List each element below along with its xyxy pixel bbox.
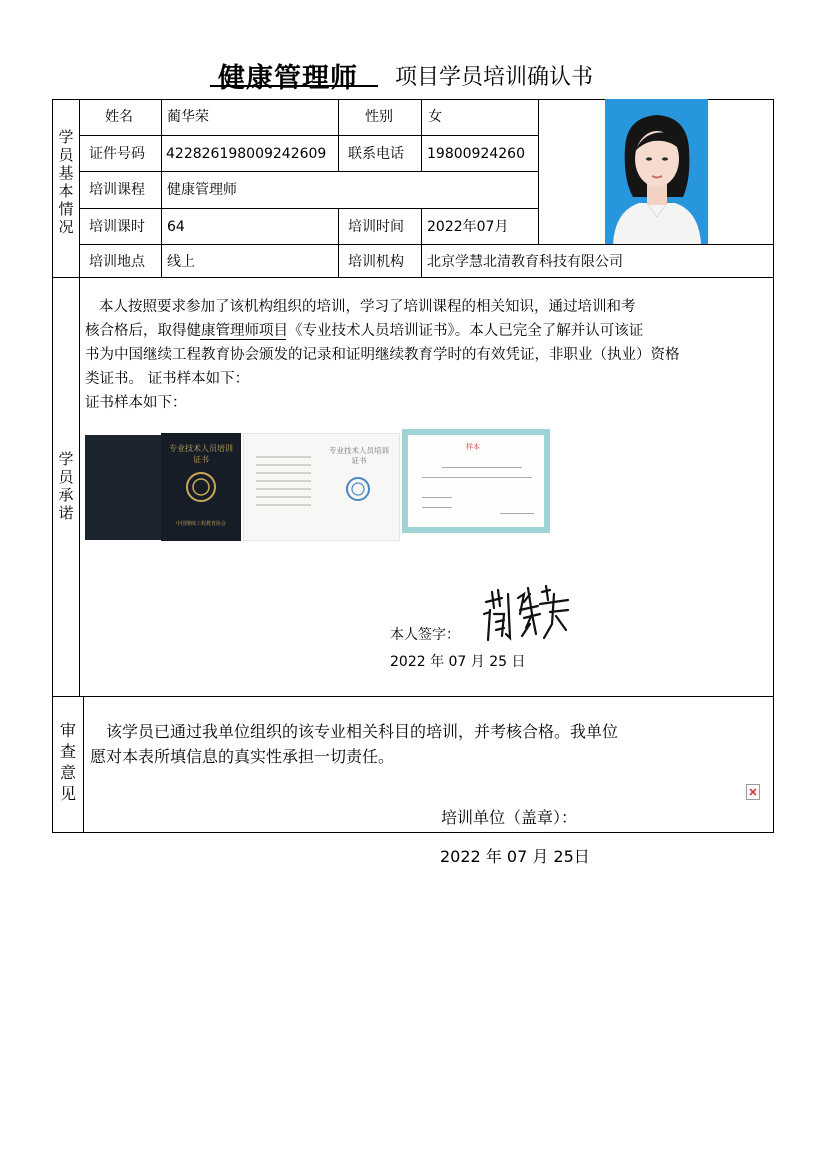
column-divider bbox=[338, 208, 339, 278]
place-value: 线上 bbox=[167, 254, 195, 270]
signature-label: 本人签字： bbox=[390, 627, 460, 643]
row-divider bbox=[80, 244, 774, 245]
promise-line-3: 书为中国继续工程教育协会颁发的记录和证明继续教育学时的有效凭证，非职业（执业）资格 bbox=[85, 347, 680, 363]
label-column-divider bbox=[79, 99, 80, 696]
section-label-basic: 学员基本情况 bbox=[58, 128, 74, 236]
id-label: 证件号码 bbox=[89, 146, 145, 162]
promise-line-4: 类证书。 证书样本如下： bbox=[85, 371, 250, 387]
cert-back-image bbox=[402, 429, 550, 533]
table-border-right bbox=[773, 99, 774, 833]
review-line-2: 愿对本表所填信息的真实性承担一切责任。 bbox=[90, 747, 395, 766]
column-divider bbox=[161, 99, 162, 278]
signature-date: 2022 年 07 月 25 日 bbox=[390, 654, 526, 670]
promise-line-1: 本人按照要求参加了该机构组织的培训，学习了培训课程的相关知识，通过培训和考 bbox=[99, 299, 636, 315]
review-line-1: 该学员已通过我单位组织的该专业相关科目的培训，并考核合格。我单位 bbox=[106, 722, 619, 741]
cert-back-line bbox=[422, 507, 452, 508]
promise-line-2: 核合格后，取得健康管理师项目《专业技术人员培训证书》。本人已完全了解并认可该证 bbox=[85, 323, 644, 339]
course-underline bbox=[200, 339, 286, 340]
handwritten-signature bbox=[480, 584, 572, 642]
cert-back-tag: 样本 bbox=[466, 443, 480, 451]
column-divider bbox=[421, 99, 422, 172]
student-photo bbox=[605, 99, 708, 244]
cert-back-line bbox=[422, 497, 452, 498]
row-divider bbox=[80, 208, 539, 209]
stamp-label: 培训单位（盖章）： bbox=[441, 808, 578, 827]
time-value: 2022年07月 bbox=[427, 219, 509, 235]
course-label: 培训课程 bbox=[89, 182, 145, 198]
time-label: 培训时间 bbox=[348, 219, 404, 235]
column-divider bbox=[421, 208, 422, 278]
cert-back-line bbox=[500, 513, 534, 514]
broken-image-icon bbox=[746, 784, 760, 800]
gender-value: 女 bbox=[428, 109, 442, 125]
cert-emblem-icon bbox=[185, 471, 217, 503]
hours-label: 培训课时 bbox=[89, 219, 145, 235]
review-date: 2022 年 07 月 25日 bbox=[440, 847, 590, 866]
table-border-left bbox=[52, 99, 53, 833]
phone-label: 联系电话 bbox=[348, 146, 404, 162]
row-divider bbox=[80, 135, 539, 136]
cert-back-line bbox=[442, 467, 522, 468]
gender-label: 性别 bbox=[365, 109, 393, 125]
section-divider bbox=[52, 696, 774, 697]
name-value: 蔺华荣 bbox=[167, 109, 209, 125]
cert-cover-image bbox=[161, 433, 241, 541]
cert-back-line bbox=[422, 477, 532, 478]
org-label: 培训机构 bbox=[348, 254, 404, 270]
cert-inner-image bbox=[243, 433, 400, 541]
cert-inner-title: 专业技术人员培训证书 bbox=[329, 446, 389, 465]
section-label-review: 审查意见 bbox=[59, 721, 76, 803]
label-column-divider bbox=[83, 696, 84, 833]
course-value: 健康管理师 bbox=[167, 182, 237, 198]
section-label-promise: 学员承诺 bbox=[58, 450, 74, 522]
place-label: 培训地点 bbox=[89, 254, 145, 270]
org-value: 北京学慧北清教育科技有限公司 bbox=[427, 254, 623, 270]
name-label: 姓名 bbox=[105, 109, 133, 125]
document-title-course: 健康管理师 bbox=[218, 63, 358, 94]
sample-label: 证书样本如下： bbox=[85, 395, 187, 411]
hours-value: 64 bbox=[167, 219, 185, 235]
column-divider bbox=[338, 99, 339, 172]
phone-value: 19800924260 bbox=[427, 146, 525, 162]
title-underline bbox=[210, 85, 378, 87]
row-divider bbox=[80, 171, 539, 172]
cert-inner-emblem-icon bbox=[345, 476, 371, 502]
cert-inner-text-block bbox=[256, 450, 311, 512]
cert-cover-title: 专业技术人员培训证书 bbox=[169, 444, 233, 464]
table-border-bottom bbox=[52, 832, 774, 833]
column-divider bbox=[538, 99, 539, 245]
document-title: 项目学员培训确认书 bbox=[395, 65, 594, 90]
cert-cover-org: 中国继续工程教育协会 bbox=[175, 521, 226, 527]
id-value: 422826198009242609 bbox=[166, 146, 327, 162]
cert-back-paper bbox=[408, 435, 544, 527]
cert-cover-back-image bbox=[85, 435, 161, 540]
